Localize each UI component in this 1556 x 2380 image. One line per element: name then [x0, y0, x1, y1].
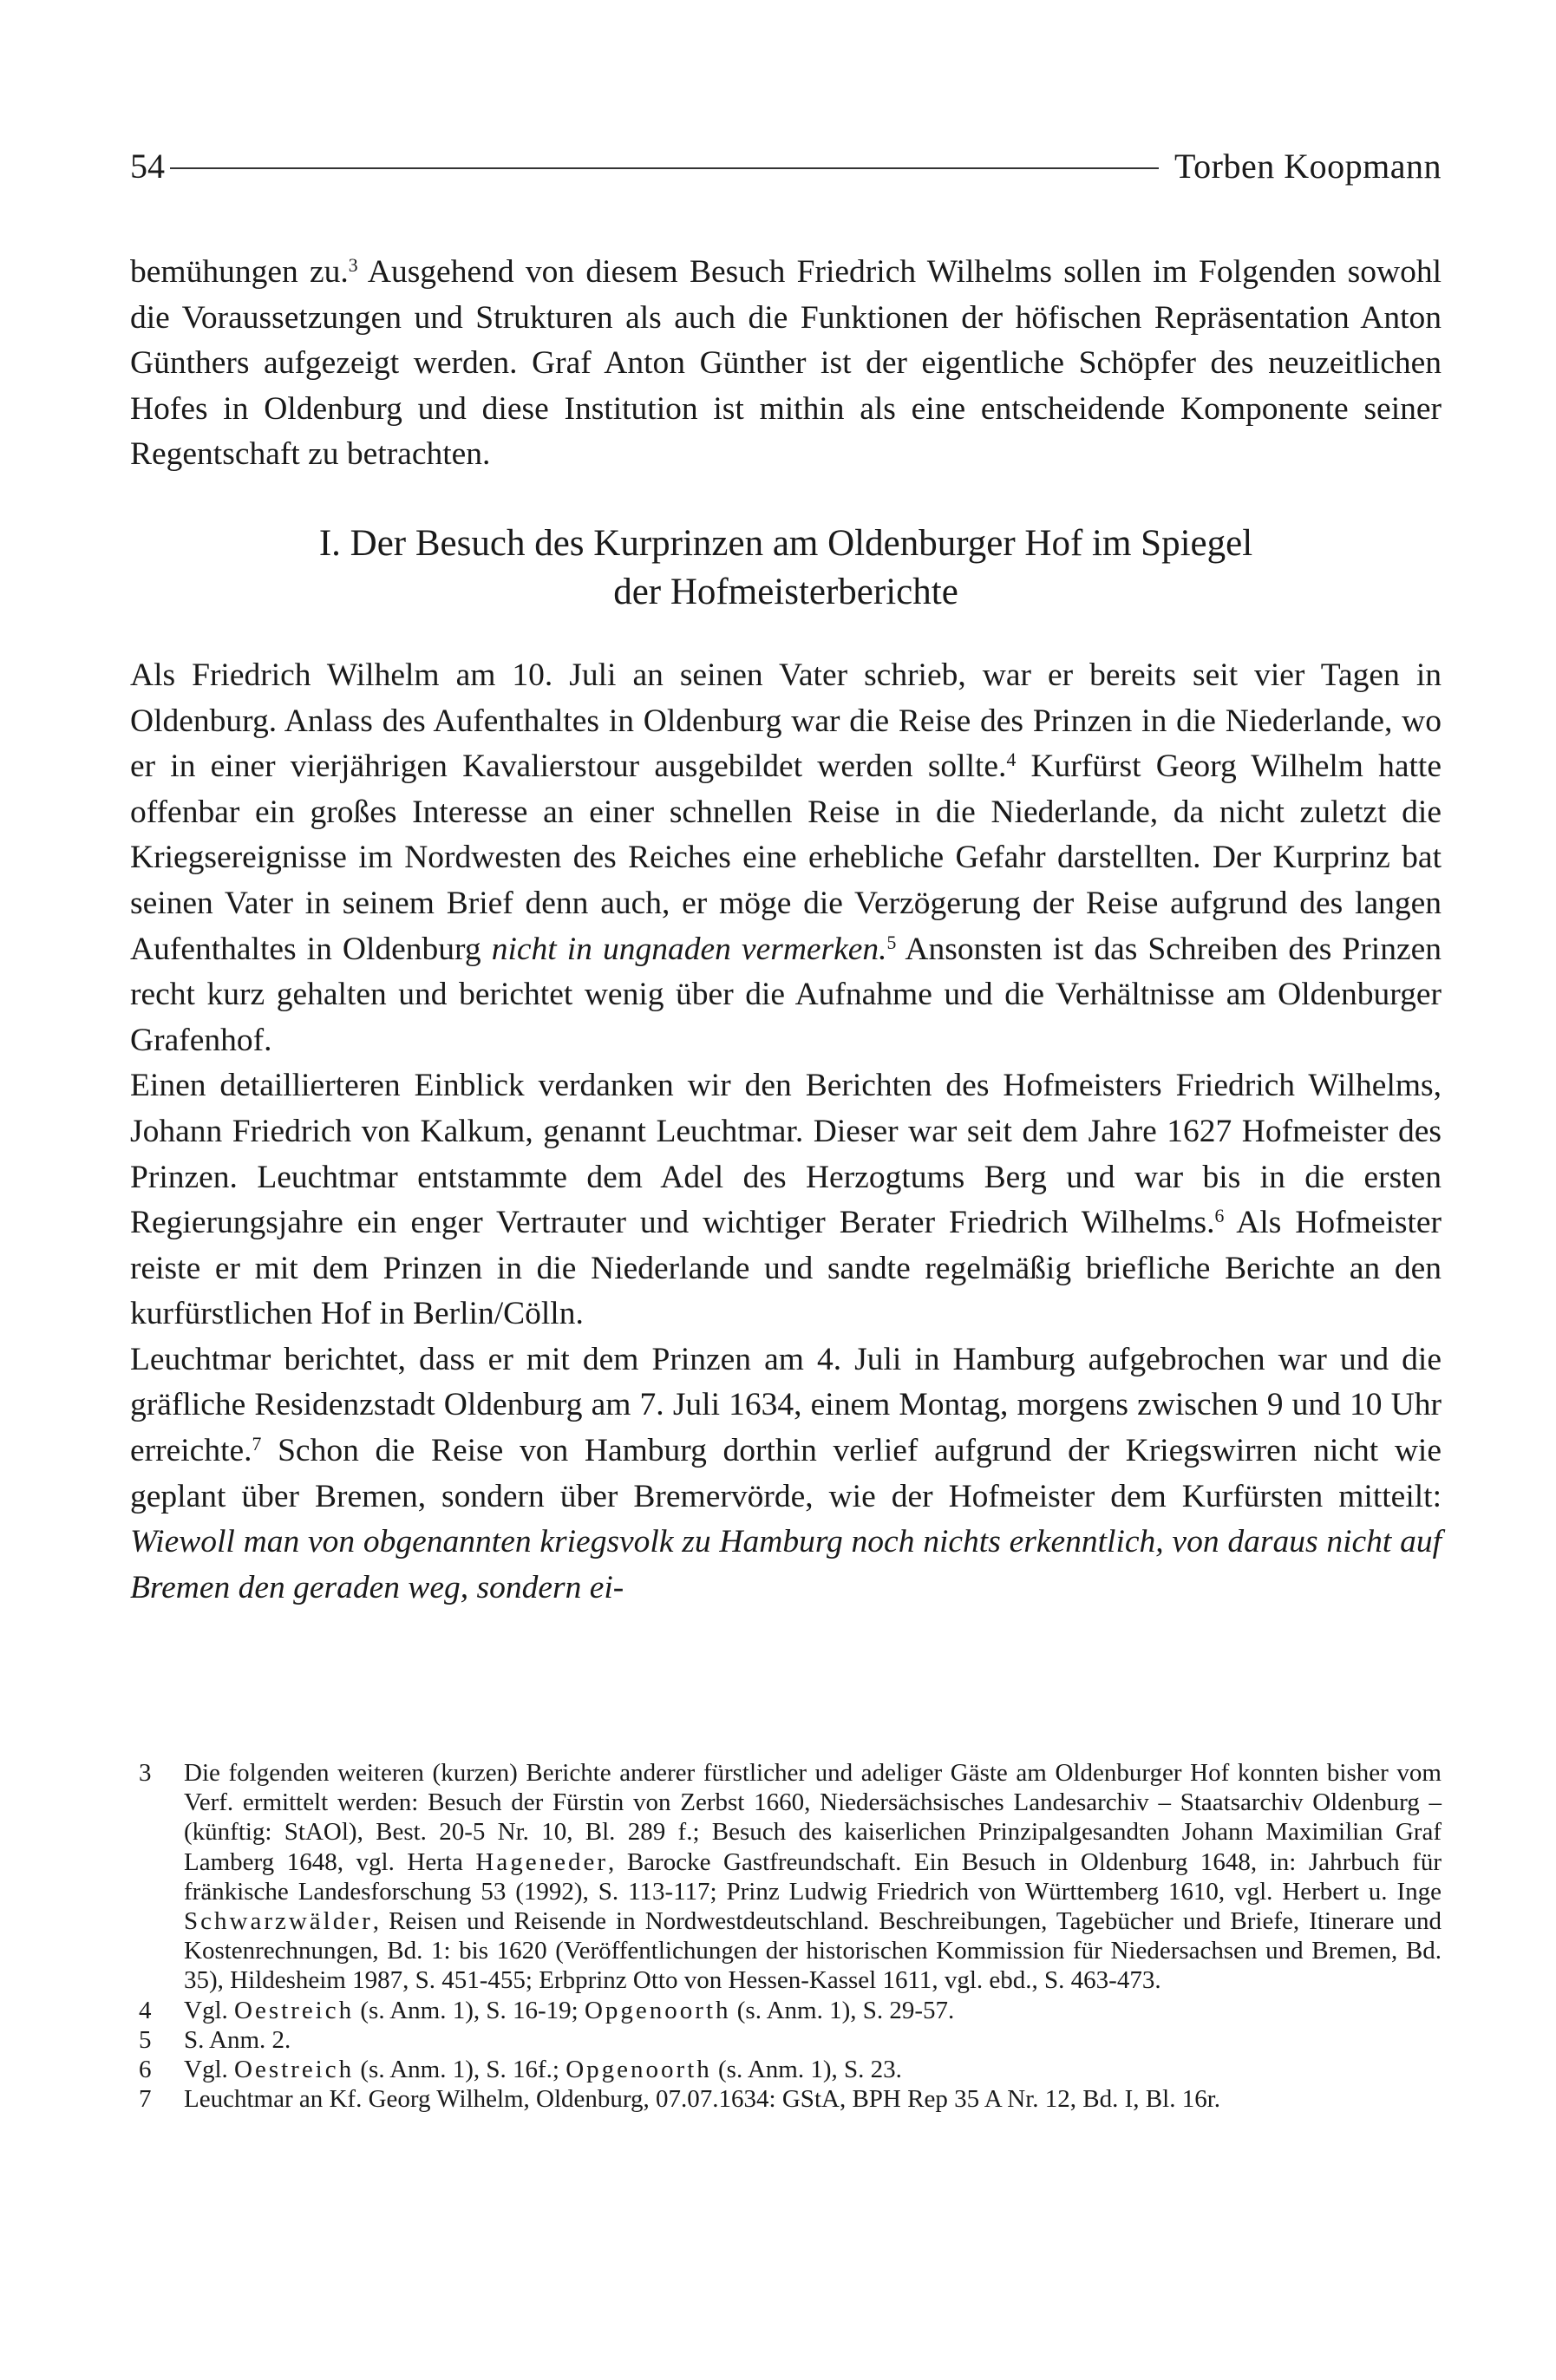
- footnote-text: Vgl. Oestreich (s. Anm. 1), S. 16-19; Opgenoorth (s. Anm. 1), S. 29-57.: [184, 1996, 955, 2024]
- paragraph-4: Leuchtmar berichtet, dass er mit dem Prinzen am 4. Juli in Hamburg aufgebrochen war und die gräfliche Residenzstadt Oldenburg am 7. Juli 1634, einem Montag, morgens zwischen 9 und 10 Uhr erreichte.$^7$ Schon die Reise von Hamburg dorthin verlief aufgrund der Kriegswirren nicht wie geplant über Bremen, sondern über Bremervörde, wie der Hofmeister dem Kurfürsten mitteilt: Wiewoll man von obgenannten kriegsvolk zu Hamburg noch nichts erkenntlich, von daraus nicht auf Bremen den geraden weg, sondern ei-: [130, 1341, 1442, 1605]
- quote-italic: Wiewoll man von obgenannten kriegsvolk zu Hamburg noch nichts erkenntlich, von daraus nicht auf Bremen den geraden weg, sondern ei-: [130, 1524, 1442, 1605]
- author-name: Opgenoorth: [584, 1996, 731, 2024]
- footnote-7: [130, 2084, 1442, 2114]
- footnote-ref-3[interactable]: 3: [348, 255, 358, 277]
- footnote-ref-4[interactable]: 4: [1006, 749, 1017, 771]
- footnote-4: [130, 1996, 1442, 2025]
- paragraph-3: Einen detaillierteren Einblick verdanken wir den Berichten des Hofmeisters Friedrich Wilhelms, Johann Friedrich von Kalkum, genannt Leuchtmar. Dieser war seit dem Jahre 1627 Hofmeister des Prinzen. Leuchtmar entstammte dem Adel des Herzogtums Berg und war bis in die ersten Regierungsjahre ein enger Vertrauter und wichtiger Berater Friedrich Wilhelms.$^6$ Als Hofmeister reiste er mit dem Prinzen in die Niederlande und sandte regelmäßig briefliche Berichte an den kurfürstlichen Hof in Berlin/Cölln.: [130, 1068, 1442, 1332]
- footnote-text: S. Anm. 2.: [184, 2025, 291, 2054]
- section-heading-line-1: I. Der Besuch des Kurprinzen am Oldenburger Hof im Spiegel: [318, 522, 1253, 564]
- footnote-number: 5: [139, 2025, 152, 2054]
- footnote-number: 3: [139, 1759, 152, 1787]
- footnote-text: Die folgenden weiteren (kurzen) Berichte anderer fürstlicher und adeliger Gäste am Oldenburger Hof konnten bisher vom Verf. ermittelt werden: Besuch der Fürstin von Zerbst 1660, Niedersächsisches Landesarchiv – Staatsarchiv Oldenburg – (künftig: StAOl), Best. 20-5 Nr. 10, Bl. 289 f.; Besuch des kaiserlichen Prinzipalgesandten Johann Maximilian Graf Lamberg 1648, vgl. Herta Hageneder, Barocke Gastfreundschaft. Ein Besuch in Oldenburg 1648, in: Jahrbuch für fränkische Landesforschung 53 (1992), S. 113-117; Prinz Ludwig Friedrich von Württemberg 1610, vgl. Herbert u. Inge Schwarzwälder, Reisen und Reisende in Nordwestdeutschland. Beschreibungen, Tagebücher und Briefe, Itinerare und Kostenrechnungen, Bd. 1: bis 1620 (Veröffentlichungen der historischen Kommission für Niedersachsen und Bremen, Bd. 35), Hildesheim 1987, S. 451-455; Erbprinz Otto von Hessen-Kassel 1611, vgl. ebd., S. 463-473.: [184, 1759, 1442, 1995]
- header-rule: [170, 167, 1159, 169]
- footnote-text: Vgl. Oestreich (s. Anm. 1), S. 16f.; Opgenoorth (s. Anm. 1), S. 23.: [184, 2056, 902, 2084]
- running-header: [130, 146, 1442, 198]
- footnote-ref-6[interactable]: 6: [1214, 1206, 1225, 1227]
- paragraph-1: bemühungen zu.$^3$ Ausgehend von diesem Besuch Friedrich Wilhelms sollen im Folgenden sowohl die Voraussetzungen und Strukturen als auch die Funktionen der höfischen Repräsentation Anton Günthers aufgezeigt werden. Graf Anton Günther ist der eigentliche Schöpfer des neuzeitlichen Hofes in Oldenburg und diese Institution ist mithin als eine entscheidende Komponente seiner Regentschaft zu betrachten.: [130, 254, 1442, 473]
- author-name: Oestreich: [234, 2056, 355, 2084]
- footnote-number: 4: [139, 1996, 152, 2024]
- footnotes: [130, 1758, 1442, 2114]
- footnote-number: 7: [139, 2085, 152, 2114]
- footnote-ref-5[interactable]: 5: [886, 932, 897, 953]
- author-name: Hageneder: [475, 1847, 608, 1876]
- running-head-author: Torben Koopmann: [1174, 147, 1442, 186]
- footnote-3: [130, 1758, 1442, 1996]
- footnote-number: 6: [139, 2056, 152, 2084]
- page-number: 54: [130, 147, 165, 186]
- author-name: Oestreich: [234, 1996, 355, 2024]
- footnote-6: [130, 2055, 1442, 2084]
- author-name: Opgenoorth: [566, 2056, 712, 2084]
- quote-italic: nicht in ungnaden vermerken.: [491, 931, 887, 967]
- footnote-text: Leuchtmar an Kf. Georg Wilhelm, Oldenburg, 07.07.1634: GStA, BPH Rep 35 A Nr. 12, Bd. I, Bl. 16r.: [184, 2085, 1221, 2114]
- author-name: Schwarzwälder: [184, 1907, 373, 1936]
- section-heading-line-2: der Hofmeisterberichte: [613, 571, 958, 612]
- footnote-ref-7[interactable]: 7: [252, 1434, 262, 1455]
- footnote-5: [130, 2025, 1442, 2055]
- paragraph-2: Als Friedrich Wilhelm am 10. Juli an seinen Vater schrieb, war er bereits seit vier Tagen in Oldenburg. Anlass des Aufenthaltes in Oldenburg war die Reise des Prinzen in die Niederlande, wo er in einer vierjährigen Kavalierstour ausgebildet werden sollte.$^4$ Kurfürst Georg Wilhelm hatte offenbar ein großes Interesse an einer schnellen Reise in die Niederlande, da nicht zuletzt die Kriegsereignisse im Nordwesten des Reiches eine erhebliche Gefahr darstellten. Der Kurprinz bat seinen Vater in seinem Brief denn auch, er möge die Verzögerung der Reise aufgrund des langen Aufenthaltes in Oldenburg nicht in ungnaden vermerken.$^5$ Ansonsten ist das Schreiben des Prinzen recht kurz gehalten und berichtet wenig über die Aufnahme und die Verhältnisse am Oldenburger Grafenhof.: [130, 657, 1442, 1058]
- section-heading: [130, 520, 1442, 617]
- main-text: [130, 250, 1442, 1611]
